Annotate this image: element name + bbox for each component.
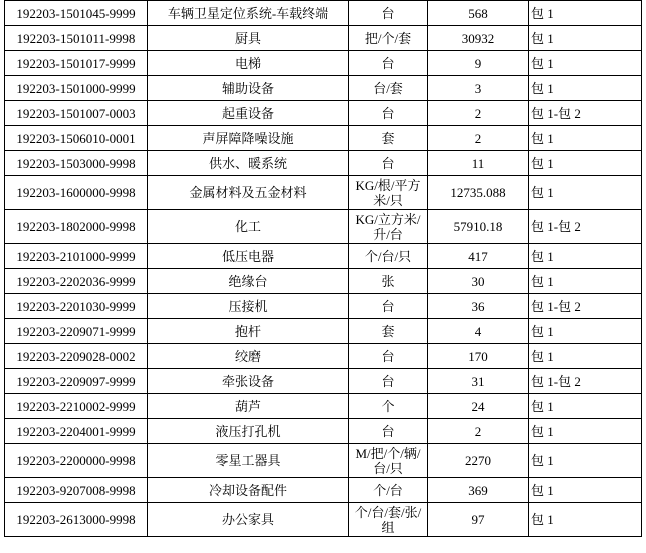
package-cell: 包 1 xyxy=(529,1,642,26)
item-name-cell: 绝缘台 xyxy=(148,269,349,294)
item-code-cell: 192203-1802000-9998 xyxy=(5,210,148,244)
table-row xyxy=(5,319,642,344)
package-cell: 包 1 xyxy=(529,444,642,478)
package-cell: 包 1 xyxy=(529,394,642,419)
unit-cell: KG/立方米/升/台 xyxy=(349,210,428,244)
item-name-cell: 牵张设备 xyxy=(148,369,349,394)
package-cell: 包 1-包 2 xyxy=(529,210,642,244)
quantity-cell: 30932 xyxy=(428,26,529,51)
unit-cell: 张 xyxy=(349,269,428,294)
table-row xyxy=(5,126,642,151)
item-code-cell: 192203-2210002-9999 xyxy=(5,394,148,419)
item-name-cell: 低压电器 xyxy=(148,244,349,269)
unit-cell: 台 xyxy=(349,51,428,76)
unit-cell: 把/个/套 xyxy=(349,26,428,51)
item-name-cell: 液压打孔机 xyxy=(148,419,349,444)
item-name-cell: 办公家具 xyxy=(148,503,349,537)
package-cell: 包 1 xyxy=(529,269,642,294)
quantity-cell: 97 xyxy=(428,503,529,537)
package-cell: 包 1 xyxy=(529,419,642,444)
package-cell: 包 1 xyxy=(529,51,642,76)
item-code-cell: 192203-1501011-9998 xyxy=(5,26,148,51)
item-name-cell: 葫芦 xyxy=(148,394,349,419)
unit-cell: 台 xyxy=(349,294,428,319)
table-row xyxy=(5,151,642,176)
item-code-cell: 192203-1501007-0003 xyxy=(5,101,148,126)
quantity-cell: 12735.088 xyxy=(428,176,529,210)
item-name-cell: 电梯 xyxy=(148,51,349,76)
quantity-cell: 3 xyxy=(428,76,529,101)
table-row xyxy=(5,51,642,76)
quantity-cell: 170 xyxy=(428,344,529,369)
table-row xyxy=(5,444,642,478)
item-name-cell: 冷却设备配件 xyxy=(148,478,349,503)
item-name-cell: 化工 xyxy=(148,210,349,244)
item-code-cell: 192203-1506010-0001 xyxy=(5,126,148,151)
unit-cell: 个 xyxy=(349,394,428,419)
table-row xyxy=(5,269,642,294)
item-code-cell: 192203-1600000-9998 xyxy=(5,176,148,210)
package-cell: 包 1 xyxy=(529,503,642,537)
quantity-cell: 568 xyxy=(428,1,529,26)
package-cell: 包 1 xyxy=(529,126,642,151)
table-row xyxy=(5,369,642,394)
table-row xyxy=(5,344,642,369)
unit-cell: 个/台 xyxy=(349,478,428,503)
item-code-cell: 192203-2201030-9999 xyxy=(5,294,148,319)
package-cell: 包 1 xyxy=(529,344,642,369)
item-code-cell: 192203-2209071-9999 xyxy=(5,319,148,344)
quantity-cell: 369 xyxy=(428,478,529,503)
quantity-cell: 36 xyxy=(428,294,529,319)
item-code-cell: 192203-1501017-9999 xyxy=(5,51,148,76)
table-row xyxy=(5,244,642,269)
package-cell: 包 1 xyxy=(529,26,642,51)
quantity-cell: 2270 xyxy=(428,444,529,478)
item-code-cell: 192203-2204001-9999 xyxy=(5,419,148,444)
unit-cell: 套 xyxy=(349,319,428,344)
item-code-cell: 192203-1503000-9998 xyxy=(5,151,148,176)
item-name-cell: 抱杆 xyxy=(148,319,349,344)
item-name-cell: 厨具 xyxy=(148,26,349,51)
quantity-cell: 2 xyxy=(428,419,529,444)
item-code-cell: 192203-1501045-9999 xyxy=(5,1,148,26)
quantity-cell: 30 xyxy=(428,269,529,294)
quantity-cell: 2 xyxy=(428,126,529,151)
table-row xyxy=(5,394,642,419)
table-row xyxy=(5,76,642,101)
item-name-cell: 绞磨 xyxy=(148,344,349,369)
item-code-cell: 192203-2101000-9999 xyxy=(5,244,148,269)
package-cell: 包 1 xyxy=(529,76,642,101)
package-cell: 包 1-包 2 xyxy=(529,369,642,394)
unit-cell: 台 xyxy=(349,369,428,394)
unit-cell: 台 xyxy=(349,1,428,26)
item-name-cell: 声屏障降噪设施 xyxy=(148,126,349,151)
quantity-cell: 31 xyxy=(428,369,529,394)
item-code-cell: 192203-2209097-9999 xyxy=(5,369,148,394)
item-code-cell: 192203-9207008-9998 xyxy=(5,478,148,503)
table-row xyxy=(5,176,642,210)
item-name-cell: 车辆卫星定位系统-车载终端 xyxy=(148,1,349,26)
unit-cell: KG/根/平方米/只 xyxy=(349,176,428,210)
package-cell: 包 1 xyxy=(529,151,642,176)
table-row xyxy=(5,478,642,503)
item-code-cell: 192203-2202036-9999 xyxy=(5,269,148,294)
unit-cell: 个/台/套/张/组 xyxy=(349,503,428,537)
item-code-cell: 192203-2200000-9998 xyxy=(5,444,148,478)
table-row xyxy=(5,419,642,444)
item-name-cell: 起重设备 xyxy=(148,101,349,126)
item-name-cell: 供水、暖系统 xyxy=(148,151,349,176)
item-code-cell: 192203-2209028-0002 xyxy=(5,344,148,369)
quantity-cell: 417 xyxy=(428,244,529,269)
unit-cell: 套 xyxy=(349,126,428,151)
quantity-cell: 11 xyxy=(428,151,529,176)
table-row xyxy=(5,26,642,51)
unit-cell: 台/套 xyxy=(349,76,428,101)
quantity-cell: 9 xyxy=(428,51,529,76)
unit-cell: 台 xyxy=(349,344,428,369)
table-row xyxy=(5,101,642,126)
item-name-cell: 辅助设备 xyxy=(148,76,349,101)
item-code-cell: 192203-1501000-9999 xyxy=(5,76,148,101)
unit-cell: 台 xyxy=(349,101,428,126)
package-cell: 包 1 xyxy=(529,478,642,503)
package-cell: 包 1 xyxy=(529,244,642,269)
unit-cell: 个/台/只 xyxy=(349,244,428,269)
quantity-cell: 57910.18 xyxy=(428,210,529,244)
unit-cell: M/把/个/辆/台/只 xyxy=(349,444,428,478)
item-name-cell: 零星工器具 xyxy=(148,444,349,478)
materials-table xyxy=(4,0,642,537)
item-name-cell: 压接机 xyxy=(148,294,349,319)
item-code-cell: 192203-2613000-9998 xyxy=(5,503,148,537)
table-row xyxy=(5,1,642,26)
unit-cell: 台 xyxy=(349,151,428,176)
table-row xyxy=(5,503,642,537)
table-row xyxy=(5,294,642,319)
quantity-cell: 4 xyxy=(428,319,529,344)
package-cell: 包 1 xyxy=(529,319,642,344)
table-row xyxy=(5,210,642,244)
quantity-cell: 2 xyxy=(428,101,529,126)
package-cell: 包 1-包 2 xyxy=(529,101,642,126)
package-cell: 包 1 xyxy=(529,176,642,210)
item-name-cell: 金属材料及五金材料 xyxy=(148,176,349,210)
unit-cell: 台 xyxy=(349,419,428,444)
quantity-cell: 24 xyxy=(428,394,529,419)
package-cell: 包 1-包 2 xyxy=(529,294,642,319)
